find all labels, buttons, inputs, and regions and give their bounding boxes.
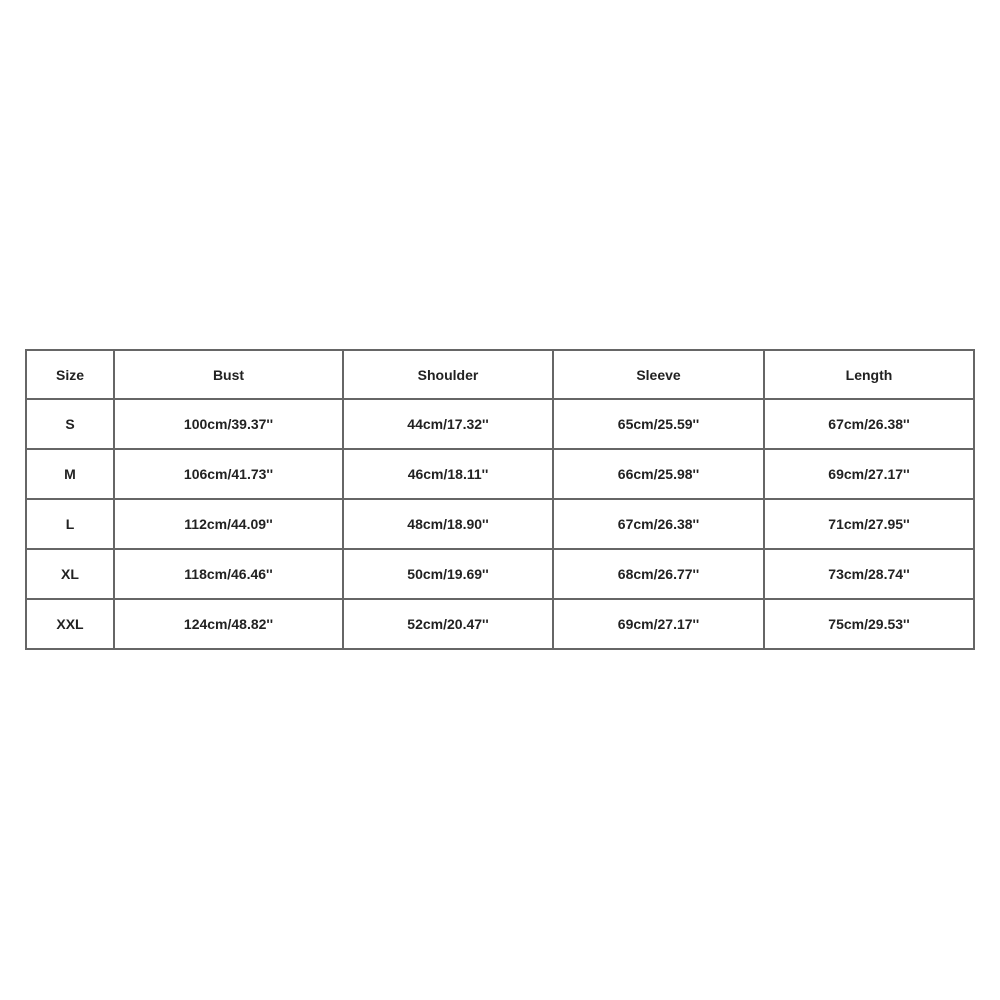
cell-length: 75cm/29.53'' [764, 599, 974, 649]
cell-bust: 106cm/41.73'' [114, 449, 343, 499]
header-row [26, 350, 974, 399]
table-row [26, 549, 974, 599]
cell-size: M [26, 449, 114, 499]
header-size: Size [26, 350, 114, 399]
table-row [26, 449, 974, 499]
cell-length: 67cm/26.38'' [764, 399, 974, 449]
cell-size: S [26, 399, 114, 449]
header-sleeve: Sleeve [553, 350, 764, 399]
cell-length: 73cm/28.74'' [764, 549, 974, 599]
cell-shoulder: 48cm/18.90'' [343, 499, 553, 549]
cell-shoulder: 44cm/17.32'' [343, 399, 553, 449]
cell-sleeve: 65cm/25.59'' [553, 399, 764, 449]
table-row [26, 399, 974, 449]
header-length: Length [764, 350, 974, 399]
cell-sleeve: 66cm/25.98'' [553, 449, 764, 499]
cell-size: XL [26, 549, 114, 599]
header-bust: Bust [114, 350, 343, 399]
header-shoulder: Shoulder [343, 350, 553, 399]
cell-bust: 112cm/44.09'' [114, 499, 343, 549]
table-row [26, 599, 974, 649]
cell-length: 69cm/27.17'' [764, 449, 974, 499]
cell-shoulder: 52cm/20.47'' [343, 599, 553, 649]
cell-size: L [26, 499, 114, 549]
cell-sleeve: 69cm/27.17'' [553, 599, 764, 649]
cell-sleeve: 67cm/26.38'' [553, 499, 764, 549]
cell-size: XXL [26, 599, 114, 649]
cell-shoulder: 50cm/19.69'' [343, 549, 553, 599]
cell-length: 71cm/27.95'' [764, 499, 974, 549]
cell-sleeve: 68cm/26.77'' [553, 549, 764, 599]
table-row [26, 499, 974, 549]
cell-bust: 100cm/39.37'' [114, 399, 343, 449]
cell-shoulder: 46cm/18.11'' [343, 449, 553, 499]
size-chart-table [25, 349, 975, 650]
cell-bust: 124cm/48.82'' [114, 599, 343, 649]
cell-bust: 118cm/46.46'' [114, 549, 343, 599]
